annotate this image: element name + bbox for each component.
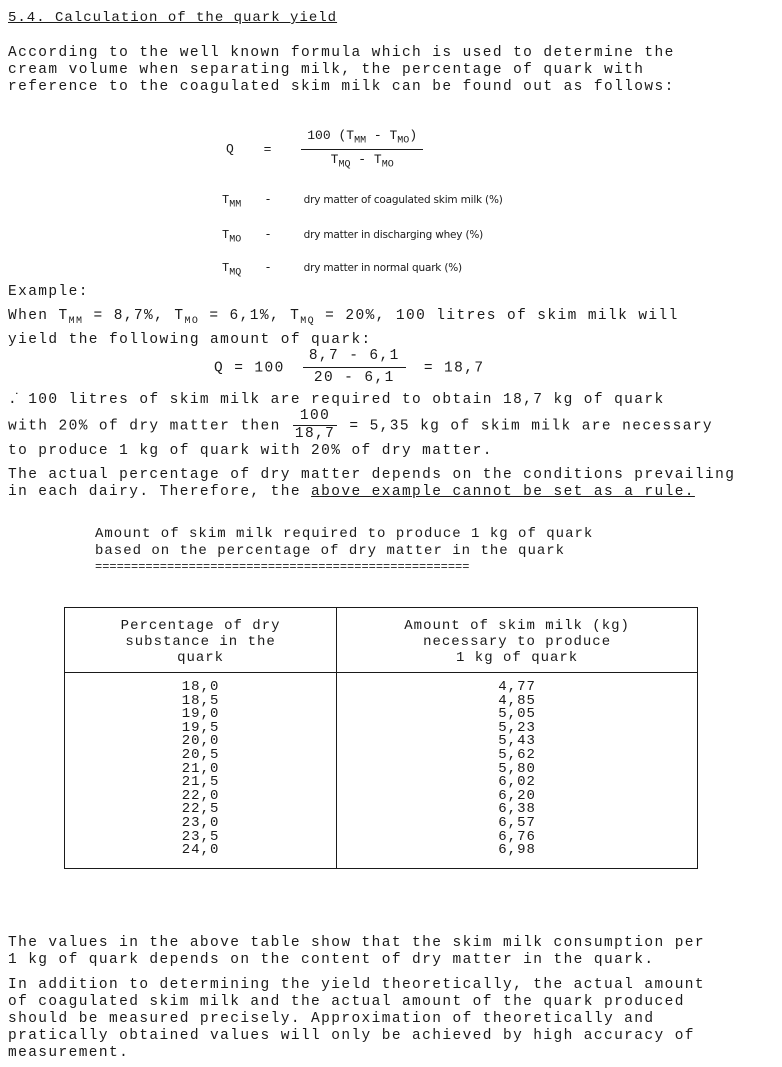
closing-line: of coagulated skim milk and the actual amount of the quark produced (8, 994, 685, 1010)
section-heading: 5.4. Calculation of the quark yield (8, 10, 338, 26)
table-cell: 5,80 (498, 760, 536, 777)
table-cell: 6,20 (498, 787, 536, 804)
table-cell: 23,5 (181, 828, 220, 845)
table-cell: 23,0 (181, 814, 220, 831)
table-cell: 5,05 (498, 706, 536, 723)
closing-paragraph-1 (8, 935, 705, 969)
formula-lhs: Q (226, 141, 234, 157)
intro-line: According to the well known formula which is used to determine the (8, 45, 675, 61)
table-cell: 20,0 (181, 733, 220, 750)
result-line-2: with 20% of dry matter then $\frac{100}{18,7}$ = 5,35 kg of skim milk are necessary (8, 408, 714, 442)
example-calculation: Q = 100 $\frac{8,7 - 6,1}{20 - 6,1}$ = 18,7 (214, 348, 485, 386)
table-cell: 5,62 (498, 746, 536, 763)
table-cell: 19,5 (181, 719, 220, 736)
result-line-4: The actual percentage of dry matter depends on the conditions prevailing (8, 467, 736, 483)
skim-milk-column (337, 673, 698, 869)
caption-underline: ==================================================== (95, 560, 470, 574)
skim-milk-table (64, 607, 698, 869)
quark-formula (226, 128, 423, 170)
table-cell: 20,5 (181, 746, 220, 763)
table-cell: 4,85 (498, 692, 536, 709)
example-fraction: $\frac{8,7 - 6,1}{20 - 6,1}$ (303, 348, 406, 387)
closing-line: In addition to determining the yield theoretically, the actual amount (8, 977, 705, 993)
closing-line: The values in the above table show that the skim milk consumption per (8, 935, 705, 951)
table-cell: 21,0 (181, 760, 220, 777)
rule-warning: above example cannot be set as a rule. (311, 484, 695, 500)
table-cell: 6,02 (498, 774, 536, 791)
intro-line: reference to the coagulated skim milk can be found out as follows: (8, 79, 675, 95)
table-cell: 6,57 (498, 814, 536, 831)
definition-tmq: $T_{MQ}$ - dry matter in normal quark (%) (222, 260, 462, 279)
example-line-2: yield the following amount of quark: (8, 332, 372, 348)
table-cell: 18,5 (181, 692, 220, 709)
header-skim-milk: Amount of skim milk (kg) necessary to produce 1 kg of quark (337, 608, 698, 673)
result-line-5: in each dairy. Therefore, the above example cannot be set as a rule. (8, 484, 695, 500)
result-fraction: $\frac{100}{18,7}$ (294, 408, 336, 442)
closing-line: pratically obtained values will only be achieved by high accuracy of (8, 1028, 695, 1044)
table-cell: 6,76 (498, 828, 536, 845)
table-cell: 19,0 (181, 706, 220, 723)
result-line-1: .̇ 100 litres of skim milk are required to obtain 18,7 kg of quark (8, 392, 665, 408)
table-cell: 4,77 (498, 679, 536, 695)
table-cell: 21,5 (181, 774, 220, 791)
formula-denominator: $T_{MQ} - T_{MO}$ (330, 151, 394, 171)
table-cell: 6,98 (498, 842, 536, 859)
header-dry-substance: Percentage of dry substance in the quark (65, 608, 337, 673)
caption-line: Amount of skim milk required to produce 1 kg of quark (95, 526, 594, 542)
table-cell: 6,38 (498, 801, 536, 818)
example-line-1: When $T_{MM} = 8,7\%$, $T_{MO} = 6,1\%$, $T_{MQ} = 20\%$, 100 litres of skim milk will (8, 308, 679, 327)
formula-numerator: 100 $(T_{MM} - T_{MO})$ (301, 128, 423, 150)
table-cell: 5,43 (498, 733, 536, 750)
result-line-3: to produce 1 kg of quark with 20% of dry matter. (8, 443, 493, 459)
caption-line: based on the percentage of dry matter in the quark (95, 543, 566, 559)
formula-fraction (301, 128, 423, 170)
definition-tmm: $T_{MM}$ - dry matter of coagulated skim milk (%) (222, 192, 503, 211)
formula-equals: = (263, 141, 272, 157)
closing-line: should be measured precisely. Approximation of theoretically and (8, 1011, 655, 1027)
dry-substance-column (65, 673, 337, 869)
closing-paragraph-2 (8, 977, 705, 1062)
definition-tmo: $T_{MO}$ - dry matter in discharging whey (%) (222, 227, 484, 246)
table-cell: 5,23 (498, 719, 536, 736)
closing-line: measurement. (8, 1045, 130, 1061)
example-label: Example: (8, 284, 89, 300)
table-cell: 22,5 (181, 801, 220, 818)
closing-line: 1 kg of quark depends on the content of dry matter in the quark. (8, 952, 655, 968)
intro-paragraph (8, 45, 675, 96)
intro-line: cream volume when separating milk, the percentage of quark with (8, 62, 645, 78)
table-caption (95, 526, 593, 560)
table-cell: 24,0 (181, 842, 220, 859)
table-cell: 22,0 (181, 787, 220, 804)
table-cell: 18,0 (181, 679, 220, 695)
